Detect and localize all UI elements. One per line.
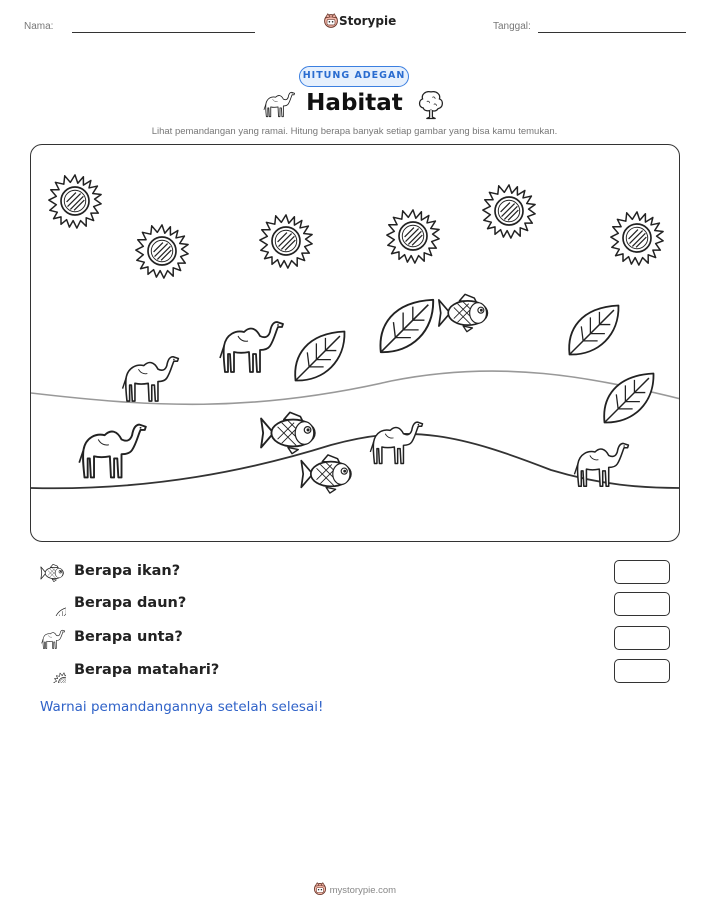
- leaf-icon: [569, 306, 618, 355]
- question-fish: [40, 560, 670, 586]
- fish-icon: [439, 294, 488, 331]
- question-text: Berapa daun?: [74, 595, 187, 611]
- question-text: Berapa unta?: [74, 629, 183, 645]
- sun-icon: [40, 661, 66, 683]
- tree-icon: [417, 89, 445, 120]
- camel-icon: [40, 628, 66, 650]
- camel-icon: [574, 443, 628, 486]
- camel-icon: [262, 89, 296, 119]
- footer-site: [0, 882, 709, 896]
- leaf-icon: [40, 594, 66, 616]
- sun-icon: [136, 225, 188, 278]
- answer-box-camel[interactable]: [614, 626, 670, 650]
- date-label: Tanggal:: [493, 21, 531, 32]
- storypie-mascot-icon: [323, 13, 339, 29]
- page-title: Habitat: [306, 90, 403, 116]
- name-field-line[interactable]: [72, 32, 255, 33]
- habitat-scene[interactable]: [30, 144, 680, 542]
- fish-icon: [301, 455, 351, 493]
- leaf-icon: [380, 300, 433, 352]
- sun-icon: [49, 175, 101, 228]
- name-label: Nama:: [24, 21, 54, 32]
- leaf-icon: [604, 374, 653, 423]
- question-camel: [40, 626, 670, 652]
- question-text: Berapa ikan?: [74, 563, 181, 579]
- question-text: Berapa matahari?: [74, 662, 220, 678]
- coloring-note: Warnai pemandangannya setelah selesai!: [40, 699, 324, 715]
- site-url: mystorypie.com: [329, 885, 397, 896]
- instructions: Lihat pemandangan yang ramai. Hitung berapa banyak setiap gambar yang bisa kamu temukan.: [151, 126, 558, 137]
- camel-icon: [123, 357, 179, 401]
- sun-icon: [483, 185, 535, 238]
- sun-icon: [260, 215, 312, 268]
- sun-icon: [387, 210, 439, 263]
- answer-box-sun[interactable]: [614, 659, 670, 683]
- fish-icon: [261, 412, 315, 453]
- camel-icon: [220, 322, 283, 372]
- answer-box-leaf[interactable]: [614, 592, 670, 616]
- date-field-line[interactable]: [538, 32, 686, 33]
- question-leaf: [40, 592, 670, 618]
- camel-icon: [79, 425, 146, 478]
- question-sun: [40, 659, 670, 685]
- answer-box-fish[interactable]: [614, 560, 670, 584]
- brand-name: Storypie: [339, 14, 397, 28]
- leaf-icon: [295, 332, 344, 381]
- sun-icon: [611, 212, 663, 265]
- camel-icon: [370, 422, 422, 463]
- activity-badge: HITUNG ADEGAN: [299, 66, 409, 87]
- storypie-mascot-icon: [313, 882, 327, 896]
- scene-drawing: [31, 145, 680, 542]
- fish-icon: [40, 562, 66, 584]
